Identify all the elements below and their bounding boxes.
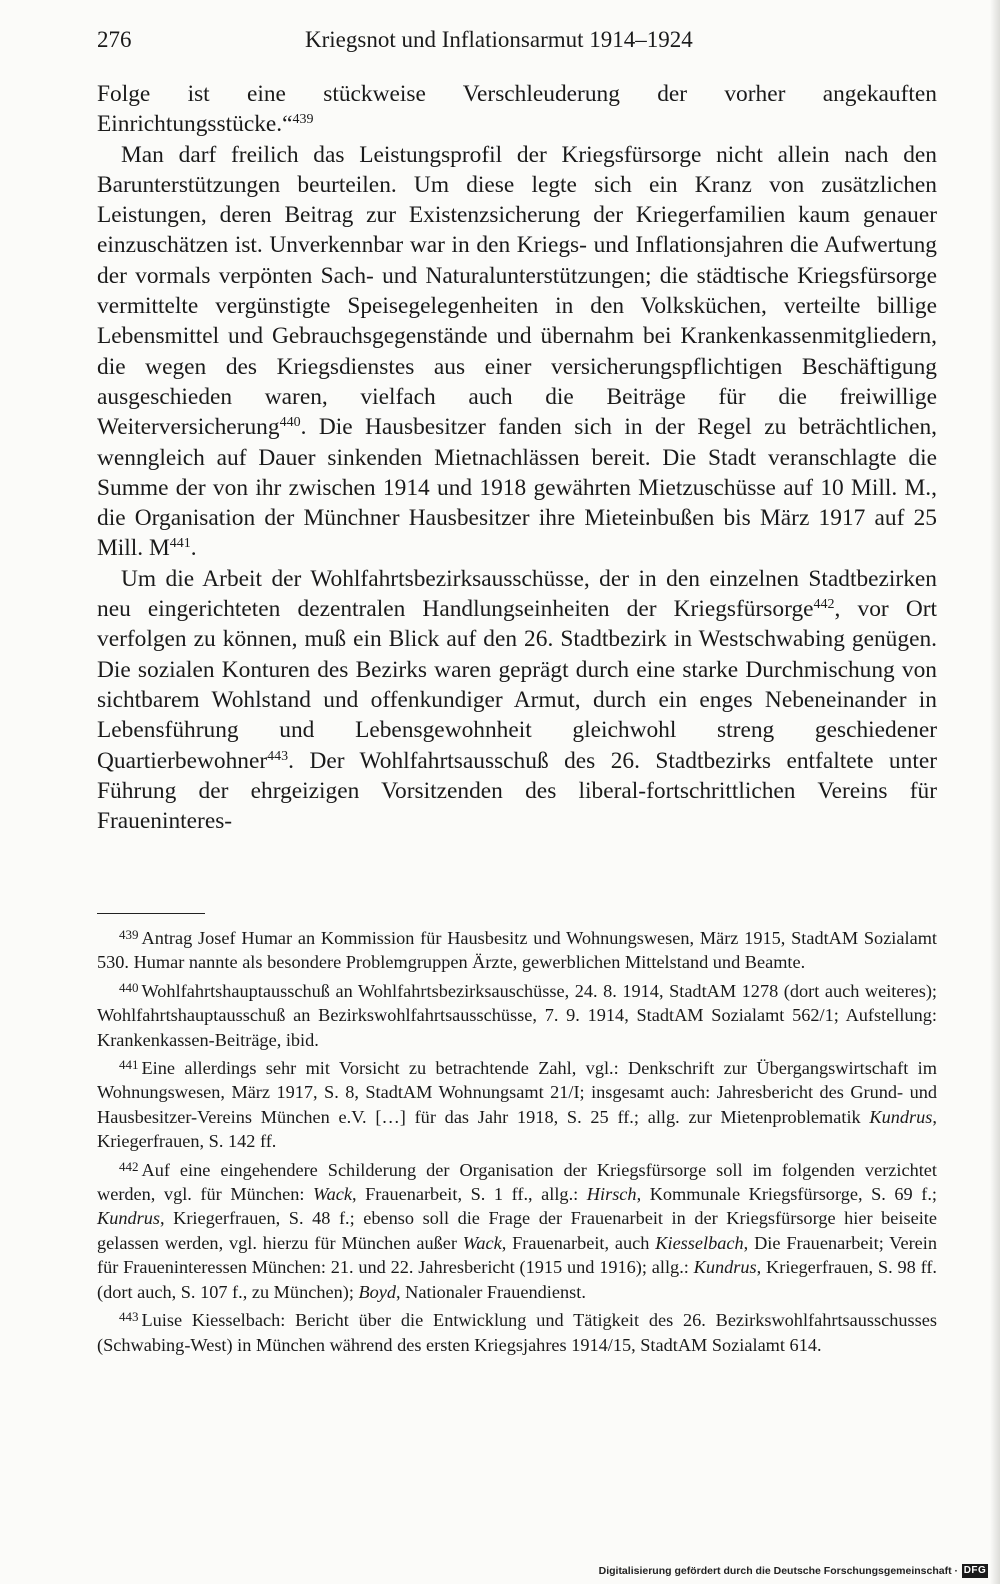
- author-name: Kundrus: [97, 1208, 160, 1229]
- main-text: [97, 79, 937, 836]
- page-edge-shadow: [990, 0, 1000, 1584]
- footnote-text: , Die Frauenarbeit; Verein für Fraueninteressen München: 21. und 22. Jahresbericht (1915 und 1916); allg.:: [97, 1232, 938, 1278]
- paragraph-3: [97, 564, 937, 837]
- author-name: Wack: [313, 1184, 352, 1205]
- footnote-443: [97, 1308, 937, 1357]
- footnote-text: Eine allerdings sehr mit Vorsicht zu betrachtende Zahl, vgl.: Denkschrift zur Übergangswirtschaft im Wohnungswesen, März 1917, S. 8, StadtAM Wohnungsamt 21/I; insgesamt auch: Jahresbericht des Grund- und Hausbesitzer-Vereins München e.V. […] für das Jahr 1918, S. 25 ff.; allg. zur Mietenproblematik: [97, 1058, 937, 1127]
- footnote-number: 439: [119, 927, 139, 942]
- footnote-442: [97, 1158, 937, 1304]
- footnote-number: 440: [119, 979, 139, 995]
- footnote-ref-439: 439: [292, 112, 314, 128]
- running-title: Kriegsnot und Inflationsarmut 1914–1924: [305, 27, 693, 52]
- author-name: Kundrus: [869, 1106, 933, 1127]
- footnote-number: 441: [119, 1057, 139, 1073]
- footnote-text: , Nationaler Frauendienst.: [396, 1281, 586, 1302]
- paragraph-text: Um die Arbeit der Wohlfahrtsbezirksausschüsse, der in den einzelnen Stadtbezirken neu eingerichteten dezentralen Handlungseinheiten der Kriegsfürsorge: [97, 565, 937, 623]
- paragraph-text: .: [190, 535, 197, 562]
- digitization-notice: Digitalisierung gefördert durch die Deutsche Forschungsgemeinschaft ·: [598, 1565, 958, 1577]
- footnote-text: , Kriegerfrauen, S. 48 f.; ebenso soll die Frage der Frauenarbeit in der Kriegsfürsorge hier beiseite gelassen werden, vgl. hierzu für München außer: [97, 1208, 937, 1253]
- footnote-text: Wohlfahrtshauptausschuß an Wohlfahrtsbezirksauschüsse, 24. 8. 1914, StadtAM 1278 (dort auch weiteres); Wohlfahrtshauptausschuß an Bezirkswohlfahrtsausschüsse, 7. 9. 1914, StadtAM Sozialamt 562/1; Aufstellung: Krankenkassen-Beiträge, ibid.: [97, 980, 937, 1050]
- author-name: Kiesselbach: [655, 1232, 744, 1253]
- footnote-text: , Kriegerfrauen, S. 98 ff. (dort auch, S. 107 f., zu München);: [97, 1257, 937, 1302]
- dfg-logo: DFG: [963, 1565, 987, 1576]
- paragraph-text: Man darf freilich das Leistungsprofil der Kriegsfürsorge nicht allein nach den Barunterstützungen beurteilen. Um diese legte sich ein Kranz von zusätzlichen Leistungen, deren Beitrag zur Existenzsicherung der Kriegerfamilien kaum genauer einzuschätzen ist. Unverkennbar war in den Kriegs- und Inflationsjahren die Aufwertung der vormals verpönten Sach- und Naturalunterstützungen; die städtische Kriegsfürsorge vermittelte vergünstigte Speisegelegenheiten in den Volksküchen, verteilte billige Lebensmittel und Gebrauchsgegenstände und übernahm bei Krankenkassenmitgliedern, die wegen des Kriegsdienstes aus einer versicherungspflichtigen Beschäftigung ausgeschieden waren, vielfach auch die Beiträge für die freiwillige Weiterversicherung: [97, 141, 937, 441]
- author-name: Kundrus: [693, 1257, 757, 1278]
- author-name: Hirsch: [586, 1184, 637, 1205]
- author-name: Boyd: [358, 1281, 397, 1302]
- digitization-banner: [599, 1562, 988, 1580]
- footnotes: [97, 926, 937, 1361]
- footnote-text: Auf eine eingehendere Schilderung der Organisation der Kriegsfürsorge soll im folgenden verzichtet werden, vgl. für München:: [97, 1159, 937, 1205]
- footnote-ref-441: 441: [169, 536, 191, 552]
- footnote-number: 443: [119, 1309, 139, 1325]
- footnote-number: 442: [119, 1158, 139, 1174]
- author-name: Wack: [462, 1232, 502, 1253]
- footnote-text: , Frauenarbeit, auch: [501, 1232, 656, 1253]
- footnote-ref-440: 440: [279, 415, 301, 431]
- footnote-text: , Frauenarbeit, S. 1 ff., allg.:: [351, 1184, 587, 1205]
- paragraph-2: [97, 140, 937, 564]
- footnote-ref-442: 442: [813, 597, 835, 613]
- paragraph-text: . Der Wohlfahrtsausschuß des 26. Stadtbezirks entfaltete unter Führung der ehrgeizigen Vorsitzenden des liberal-fortschrittlichen Vereins für Fraueninteres-: [97, 747, 937, 835]
- footnote-439: [97, 926, 937, 975]
- footnote-441: [97, 1056, 937, 1154]
- footnote-text: , Kriegerfrauen, S. 142 ff.: [97, 1106, 937, 1152]
- page-number: 276: [97, 27, 132, 52]
- footnote-440: [97, 979, 937, 1052]
- footnote-separator: [97, 913, 205, 914]
- footnote-text: Luise Kiesselbach: Bericht über die Entwicklung und Tätigkeit des 26. Bezirkswohlfahrtsausschusses (Schwabing-West) in München während des ersten Kriegsjahres 1914/15, StadtAM Sozialamt 614.: [97, 1310, 937, 1355]
- footnote-ref-443: 443: [267, 748, 289, 764]
- footnote-text: , Kommunale Kriegsfürsorge, S. 69 f.;: [636, 1184, 937, 1205]
- paragraph-text: Folge ist eine stückweise Verschleuderung der vorher angekauften Einrichtungsstücke.“: [97, 81, 937, 138]
- footnote-text: Antrag Josef Humar an Kommission für Hausbesitz und Wohnungswesen, März 1915, StadtAM Sozialamt 530. Humar nannte als besondere Problemgruppen Ärzte, gewerblichen Mittelstand und Beamte.: [97, 928, 937, 973]
- running-header: [97, 22, 937, 58]
- paragraph-text: , vor Ort verfolgen zu können, muß ein Blick auf den 26. Stadtbezirk in Westschwabing genügen. Die sozialen Konturen des Bezirks waren geprägt durch eine starke Durchmischung von sichtbarem Wohlstand und offenkundiger Armut, durch ein enges Nebeneinander in Lebensführung und Lebensgewohnheit gleichwohl streng geschiedener Quartierbewohner: [97, 596, 938, 774]
- paragraph-1: [97, 79, 937, 140]
- paragraph-text: . Die Hausbesitzer fanden sich in der Regel zu beträchtlichen, wenngleich auf Dauer sinkenden Mietnachlässen bereit. Die Stadt veranschlagte die Summe der von ihr zwischen 1914 und 1918 gewährten Mietzuschüsse auf 10 Mill. M., die Organisation der Münchner Hausbesitzer ihre Mieteinbußen bis März 1917 auf 25 Mill. M: [97, 414, 937, 562]
